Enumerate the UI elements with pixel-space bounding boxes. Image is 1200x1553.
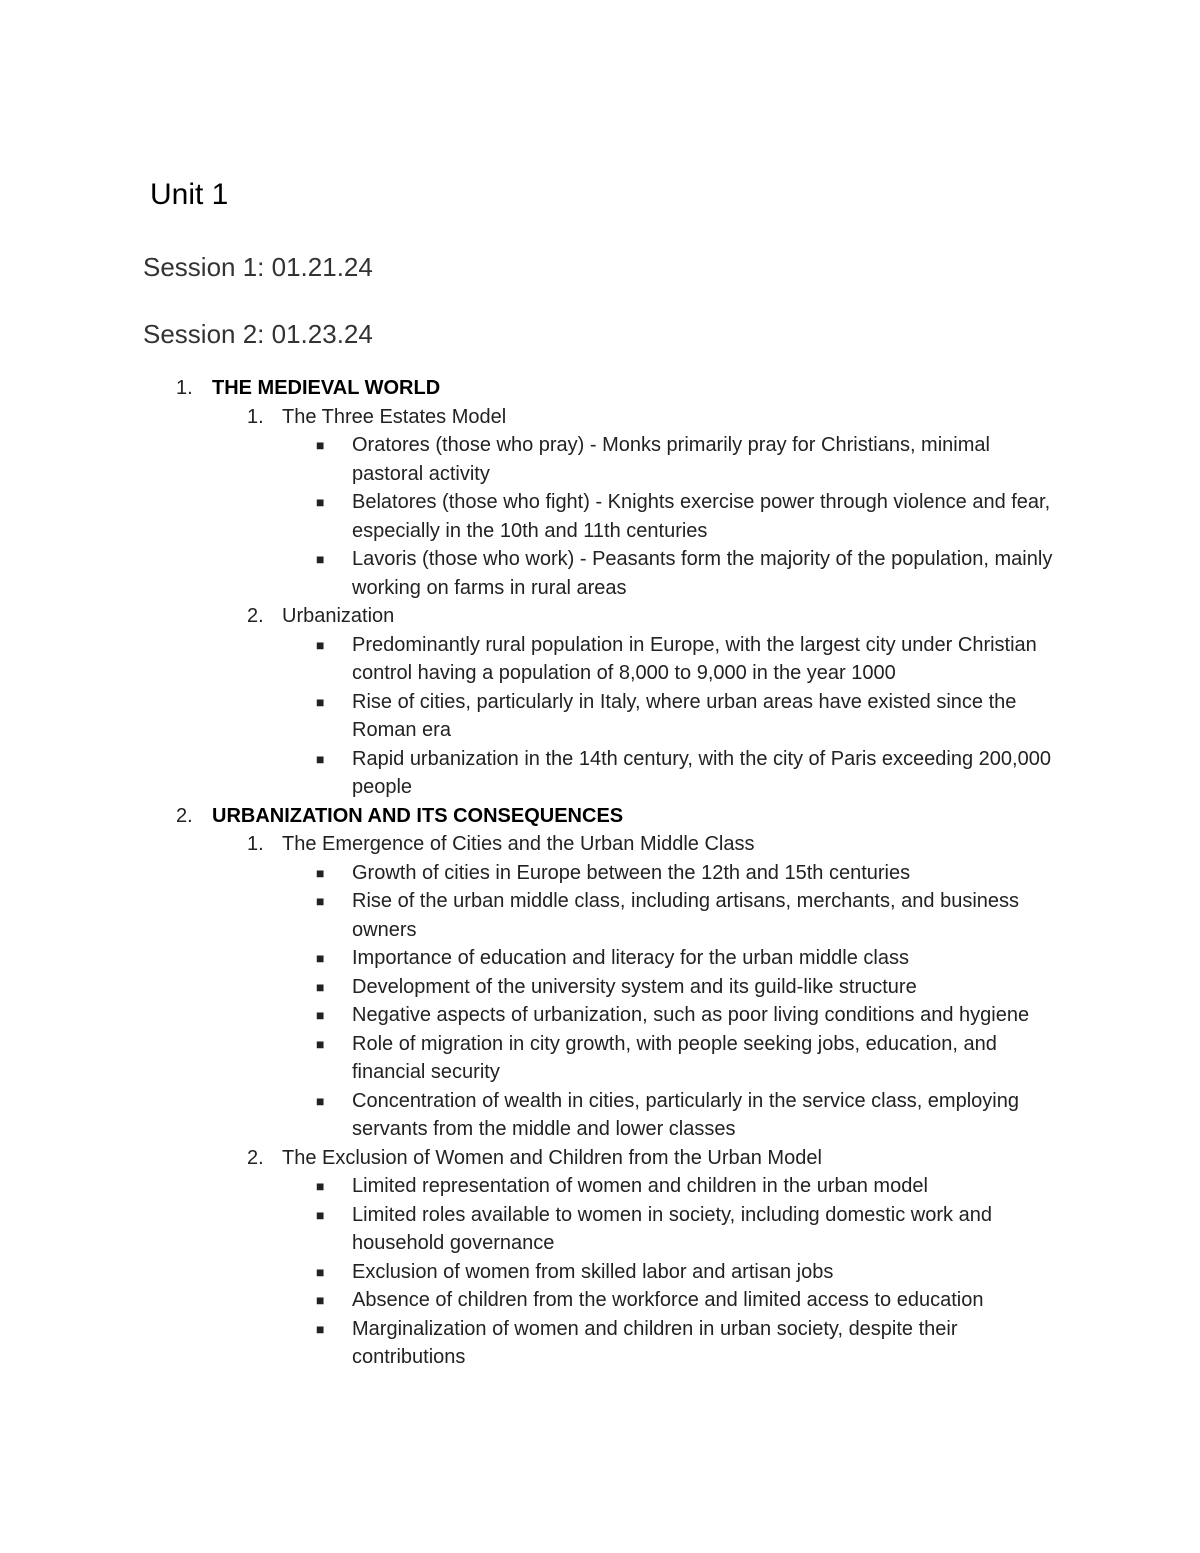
square-bullet-icon: ■ [316,1206,325,1223]
square-bullet-icon: ■ [316,1320,325,1337]
subsection-heading-row [0,830,1200,859]
list-item [0,1258,1200,1287]
list-item [0,1286,1200,1315]
square-bullet-icon: ■ [316,551,325,567]
list-item [0,1315,1200,1372]
list-item-text: Exclusion of women from skilled labor and artisan jobs [352,1260,834,1283]
list-item-text: Negative aspects of urbanization, such as poor living conditions and hygiene [352,1004,1030,1026]
list-item [0,688,1200,745]
list-item-text: Growth of cities in Europe between the 12th and 15th centuries [352,861,911,884]
list-item-text: Belatores (those who fight) - Knights exercise power through violence and fear, especially in the 10th and 11th centuries [352,491,1051,542]
list-item-text: Lavoris (those who work) - Peasants form the majority of the population, mainly working on farms in rural areas [352,548,1053,599]
square-bullet-icon: ■ [316,693,325,710]
square-bullet-icon: ■ [316,864,325,881]
section-number: 1. [176,377,193,399]
list-item [0,431,1200,488]
square-bullet-icon: ■ [316,978,325,995]
subsection-number: 1. [247,833,264,855]
subsection-heading: The Exclusion of Women and Children from the Urban Model [282,1146,822,1169]
list-item-text: Absence of children from the workforce and limited access to education [352,1289,984,1311]
document-title: Unit 1 [150,178,229,211]
list-item [0,745,1200,802]
list-item [0,1201,1200,1258]
subsection-number: 2. [247,605,264,627]
list-item-text: Rapid urbanization in the 14th century, with the city of Paris exceeding 200,000 people [352,747,1051,798]
list-item-text: Limited roles available to women in society, including domestic work and household governance [352,1203,992,1254]
outline-section [0,374,1200,802]
subsection-heading-row [0,602,1200,631]
section-heading: THE MEDIEVAL WORLD [212,377,441,399]
list-item-text: Marginalization of women and children in urban society, despite their contributions [352,1317,958,1368]
square-bullet-icon: ■ [316,750,325,767]
list-item [0,1030,1200,1087]
square-bullet-icon: ■ [316,950,325,966]
subsection-heading-row [0,1144,1200,1173]
square-bullet-icon: ■ [316,636,325,653]
list-item [0,973,1200,1002]
square-bullet-icon: ■ [316,893,325,909]
outline-list [0,374,1200,1372]
outline-section [0,802,1200,1372]
list-item [0,1001,1200,1030]
subsection-heading: The Three Estates Model [282,405,507,428]
square-bullet-icon: ■ [316,1263,325,1280]
square-bullet-icon: ■ [316,1092,325,1109]
list-item [0,631,1200,688]
list-item [0,887,1200,944]
section-number: 2. [176,804,193,827]
section-heading-row [0,374,1200,403]
subsection-number: 1. [247,405,264,428]
square-bullet-icon: ■ [316,1178,325,1194]
list-item-text: Predominantly rural population in Europe, with the largest city under Christian control having a population of 8,000 to 9,000 in the year 1000 [352,633,1037,684]
list-item-text: Role of migration in city growth, with people seeking jobs, education, and financial security [352,1032,997,1083]
list-item-text: Importance of education and literacy for the urban middle class [352,947,909,969]
list-item [0,545,1200,602]
list-item-text: Limited representation of women and children in the urban model [352,1175,928,1197]
square-bullet-icon: ■ [316,494,325,510]
subsection-heading: Urbanization [282,605,395,627]
section-heading-row [0,802,1200,831]
square-bullet-icon: ■ [316,1035,325,1052]
section-heading: URBANIZATION AND ITS CONSEQUENCES [212,804,624,827]
session-heading: Session 2: 01.23.24 [143,319,373,349]
list-item-text: Rise of the urban middle class, including artisans, merchants, and business owners [352,890,1020,941]
square-bullet-icon: ■ [316,1007,325,1023]
list-item-text: Development of the university system and its guild-like structure [352,975,917,998]
subsection-heading-row [0,403,1200,432]
square-bullet-icon: ■ [316,1292,325,1308]
list-item-text: Concentration of wealth in cities, particularly in the service class, employing servants from the middle and lower classes [352,1089,1019,1140]
list-item-text: Rise of cities, particularly in Italy, where urban areas have existed since the Roman era [352,690,1017,741]
list-item [0,1087,1200,1144]
subsection-number: 2. [247,1146,264,1169]
list-item [0,944,1200,973]
session-heading: Session 1: 01.21.24 [143,252,373,282]
list-item [0,1172,1200,1201]
square-bullet-icon: ■ [316,437,325,453]
subsection-heading: The Emergence of Cities and the Urban Middle Class [282,833,755,855]
list-item-text: Oratores (those who pray) - Monks primarily pray for Christians, minimal pastoral activity [352,434,990,485]
list-item [0,488,1200,545]
list-item [0,859,1200,888]
